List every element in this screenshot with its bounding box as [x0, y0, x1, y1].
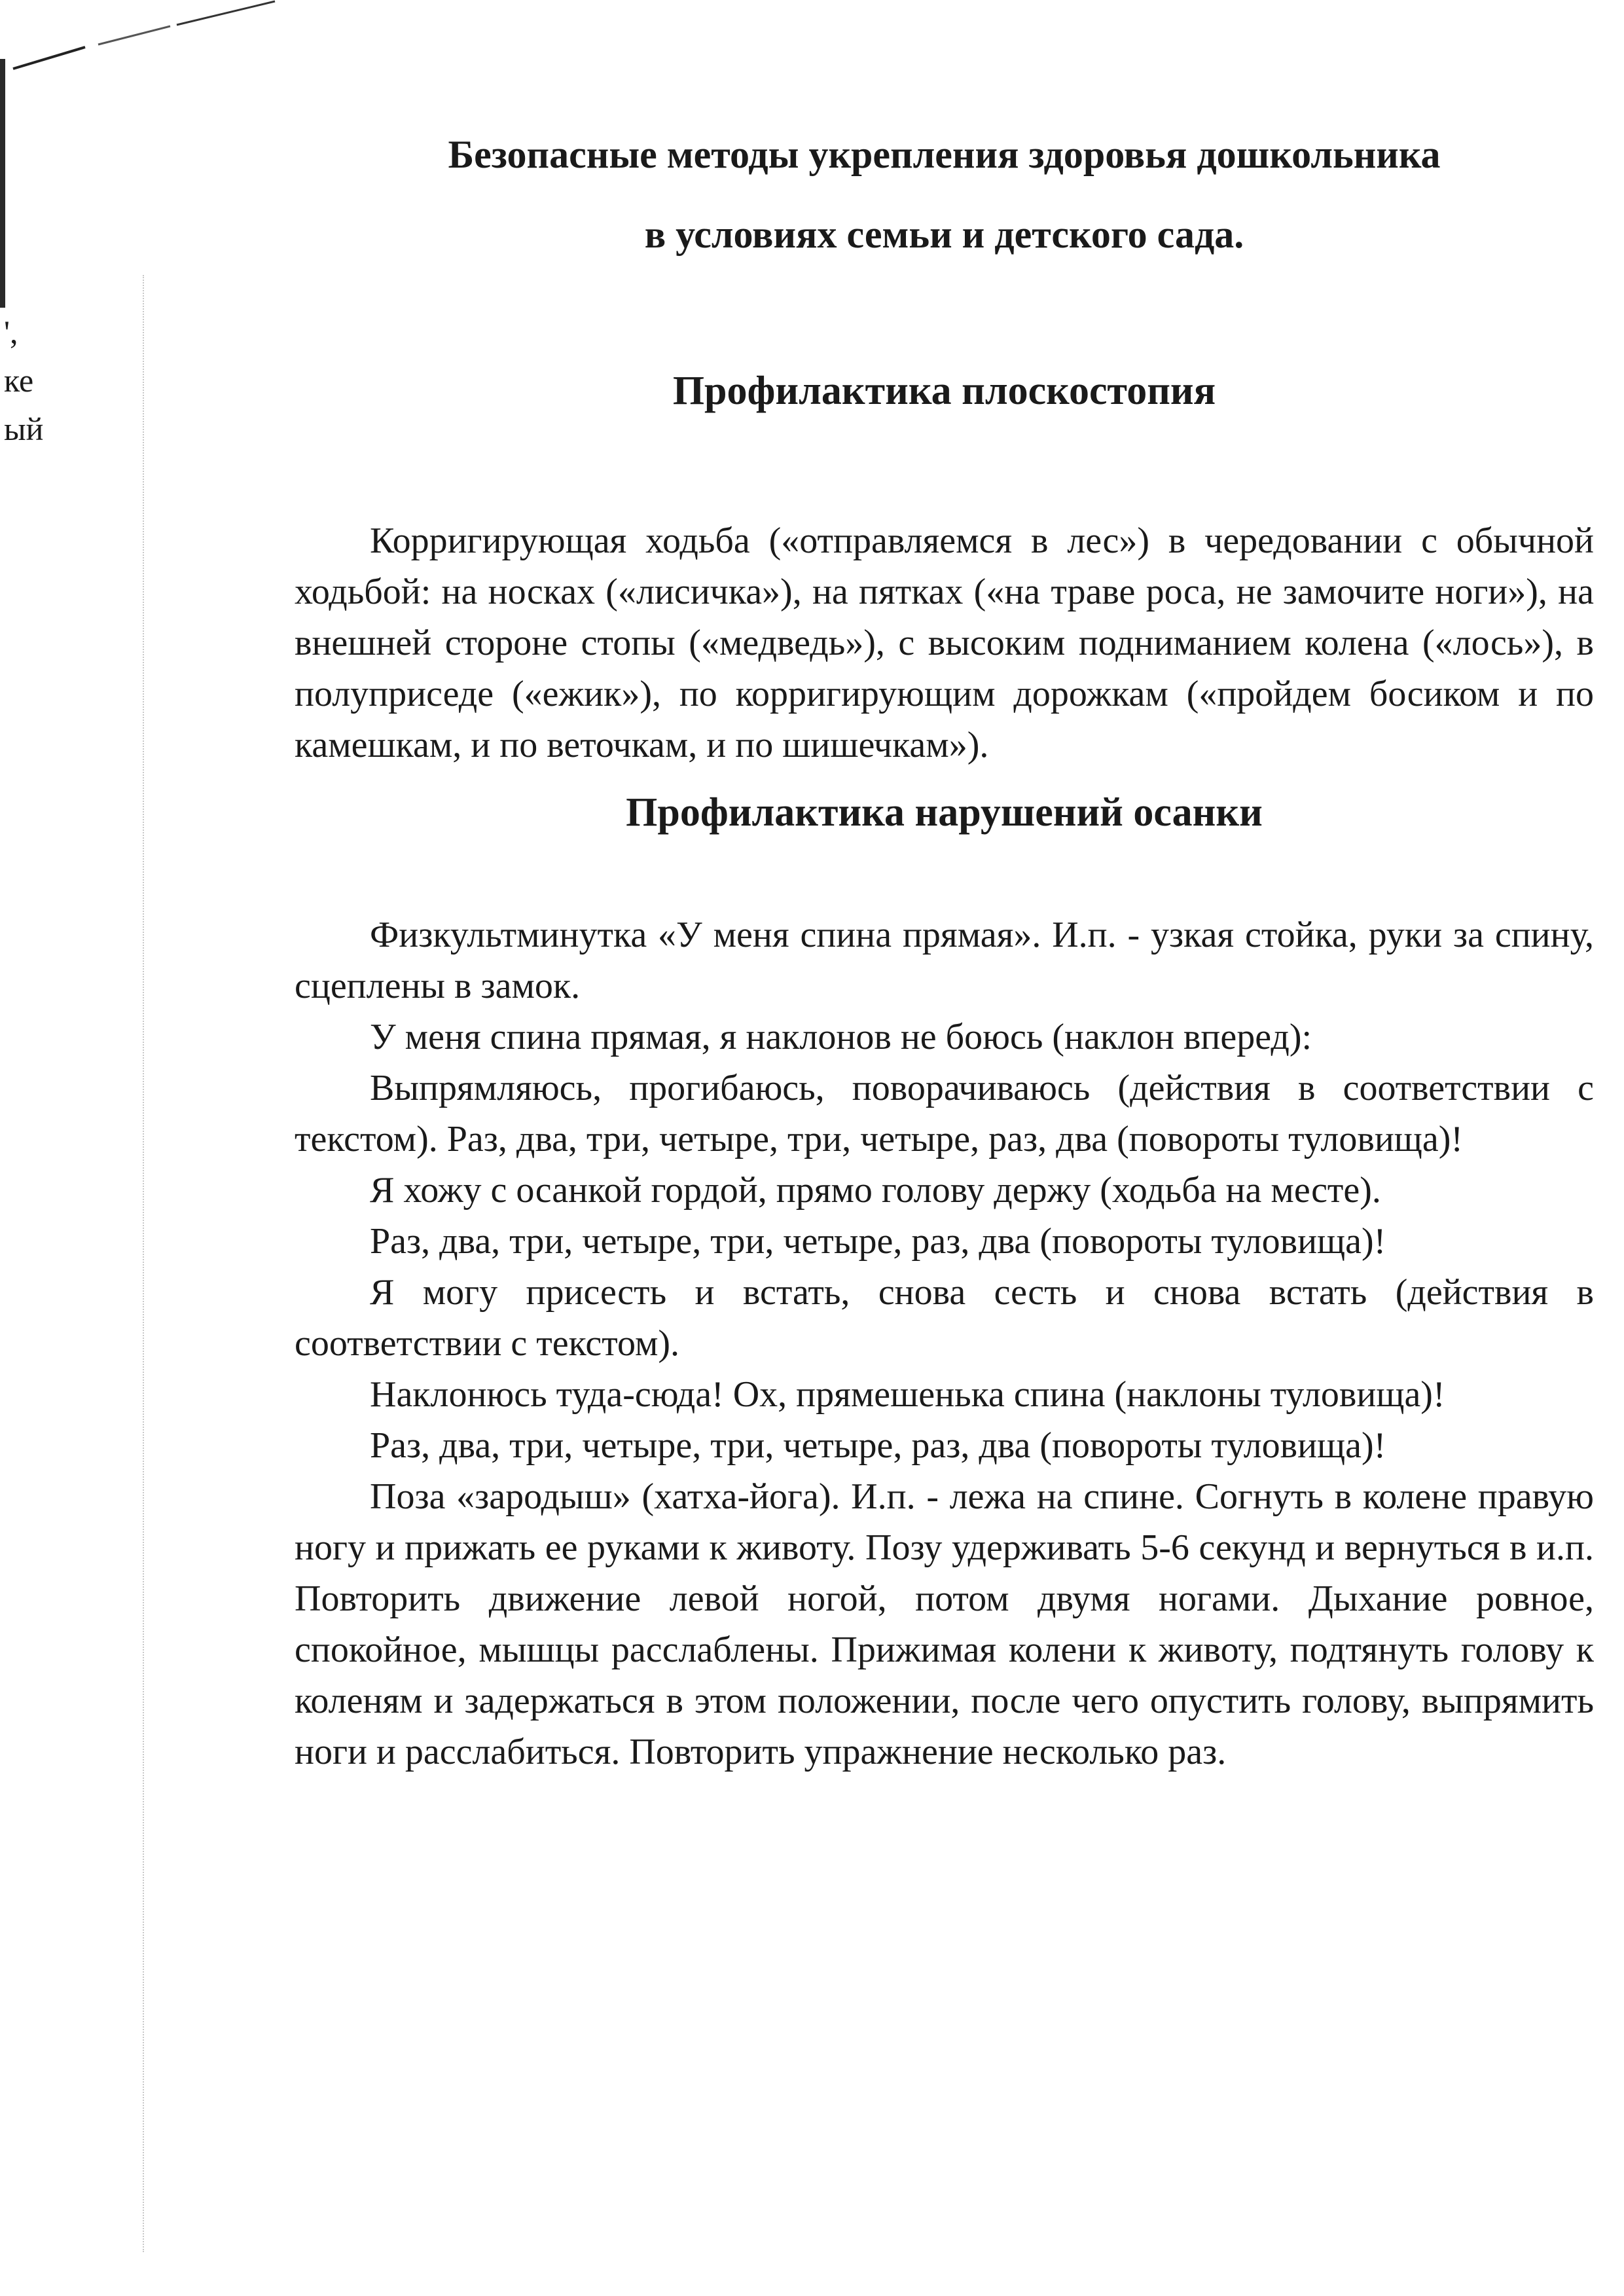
paragraph: У меня спина прямая, я наклонов не боюсь (наклон вперед):: [370, 1017, 1312, 1057]
paragraph: Выпрямляюсь, прогибаюсь, поворачиваюсь (действия в соответствии с текстом). Раз, два, три, четыре, три, четыре, раз, два (повороты туловища)!: [295, 1068, 1594, 1159]
paragraph: Раз, два, три, четыре, три, четыре, раз, два (повороты туловища)!: [370, 1425, 1386, 1466]
paragraph: Я могу присесть и встать, снова сесть и снова встать (действия в соответствии с текстом).: [295, 1272, 1594, 1364]
paragraph: Физкультминутка «У меня спина прямая». И.п. - узкая стойка, руки за спину, сцеплены в замок.: [295, 915, 1594, 1006]
title-line: Безопасные методы укрепления здоровья дошкольника: [448, 133, 1441, 176]
margin-fragment: ке: [4, 362, 34, 399]
section-heading-posture: Профилактика нарушений осанки: [626, 790, 1263, 835]
paragraph: Наклонюсь туда-сюда! Ох, прямешенька спина (наклоны туловища)!: [370, 1374, 1445, 1415]
scan-edge-shadow: [0, 59, 5, 308]
margin-text-fragments: [4, 308, 43, 453]
paragraph: Раз, два, три, четыре, три, четыре, раз, два (повороты туловища)!: [370, 1221, 1386, 1262]
section-body-flatfoot: [295, 515, 1594, 771]
scan-stroke-mark: [0, 0, 1624, 131]
section-heading-flatfoot: Профилактика плоскостопия: [672, 369, 1216, 413]
paragraph: Поза «зародыш» (хатха-йога). И.п. - лежа на спине. Согнуть в колене правую ногу и прижать ее руками к животу. Позу удерживать 5-6 секунд и вернуться в и.п. Повторить движение левой ногой, потом двумя ногами. Дыхание ровное, спокойное, мышцы расслаблены. Прижимая колени к животу, подтянуть голову к коленям и задержаться в этом положении, после чего опустить голову, выпрямить ноги и расслабиться. Повторить упражнение несколько раз.: [295, 1476, 1594, 1772]
section-body-posture: [295, 909, 1594, 1777]
document-title: [295, 115, 1594, 274]
scan-fold-line: [143, 275, 144, 2252]
document-page: [295, 115, 1594, 1777]
paragraph: Корригирующая ходьба («отправляемся в лес») в чередовании с обычной ходьбой: на носках («лисичка»), на пятках («на траве роса, не замочите ноги»), на внешней стороне стопы («медведь»), с высоким подниманием колена («лось»), в полуприседе («ежик»), по корригирующим дорожкам («пройдем босиком и по камешкам, и по веточкам, и по шишечкам»).: [295, 520, 1594, 765]
margin-fragment: ',: [4, 314, 18, 350]
paragraph: Я хожу с осанкой гордой, прямо голову держу (ходьба на месте).: [370, 1170, 1381, 1211]
title-line: в условиях семьи и детского сада.: [644, 213, 1244, 256]
margin-fragment: ый: [4, 410, 44, 447]
